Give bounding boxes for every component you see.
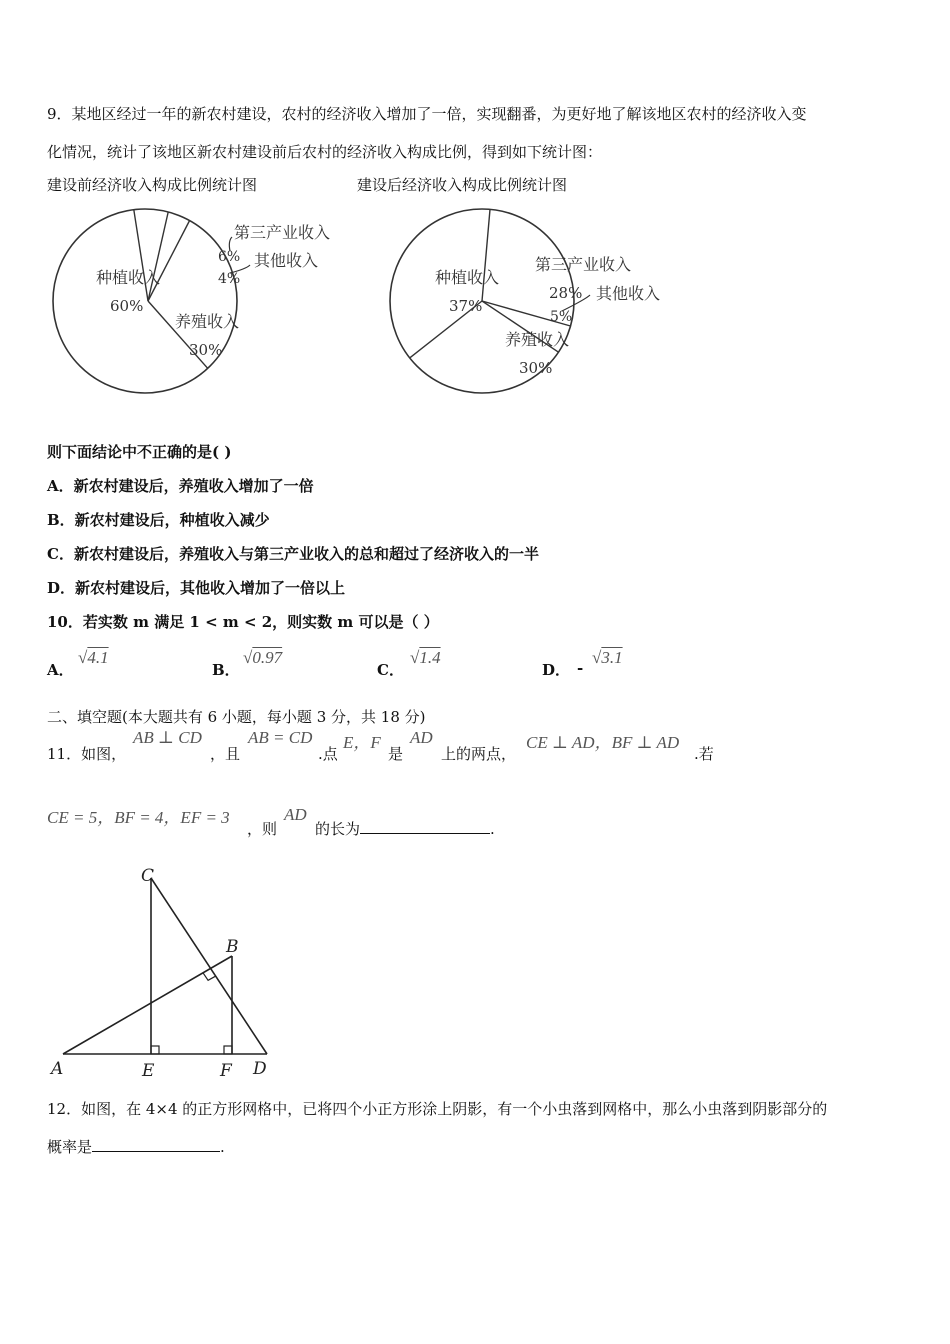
q12-line2: 概率是 . bbox=[47, 1138, 225, 1156]
q9-option-a: A．新农村建设后，养殖收入增加了一倍 bbox=[47, 477, 314, 495]
pie-slice-value: 6% bbox=[218, 249, 241, 265]
pie-slice-value: 60% bbox=[110, 297, 144, 315]
q11-text-1: 11．如图， bbox=[47, 745, 127, 763]
q11-math-ad-2: AD bbox=[284, 805, 307, 824]
pie-slice-value: 30% bbox=[519, 359, 553, 377]
pie-slice-label: 种植收入 bbox=[96, 268, 161, 287]
pie-slice-edge bbox=[148, 221, 190, 302]
q11-math-lengths: CE = 5，BF = 4，EF = 3 bbox=[47, 808, 230, 827]
line-cd bbox=[151, 878, 267, 1054]
section2-heading: 二、填空题(本大题共有 6 小题，每小题 3 分，共 18 分) bbox=[47, 708, 426, 726]
label-d: D bbox=[253, 1059, 267, 1079]
pie-slice-edge bbox=[134, 210, 148, 301]
label-f: F bbox=[220, 1061, 232, 1081]
q11-math-ad: AD bbox=[410, 728, 433, 747]
q9-option-c: C．新农村建设后，养殖收入与第三产业收入的总和超过了经济收入的一半 bbox=[47, 545, 539, 563]
q11-text-5: 上的两点， bbox=[441, 745, 517, 763]
q9-line2: 化情况，统计了该地区新农村建设前后农村的经济收入构成比例，得到如下统计图： bbox=[47, 143, 603, 161]
pie-slice-value: 4% bbox=[218, 271, 241, 287]
pie-slice-label: 养殖收入 bbox=[175, 312, 240, 331]
pie-slice-edge bbox=[482, 209, 490, 301]
q10-b-label: B． bbox=[212, 661, 240, 679]
q11-text-2: ，且 bbox=[210, 745, 241, 763]
chart2-title: 建设后经济收入构成比例统计图 bbox=[357, 176, 568, 194]
pie-slice-label: 其他收入 bbox=[596, 284, 660, 303]
q9-line1: 9．某地区经过一年的新农村建设，农村的经济收入增加了一倍，实现翻番，为更好地了解该地区农村的经济收入变 bbox=[47, 105, 807, 123]
q11-figure bbox=[45, 860, 285, 1085]
q9-option-d: D．新农村建设后，其他收入增加了一倍以上 bbox=[47, 579, 346, 597]
q9-question: 则下面结论中不正确的是( ) bbox=[47, 443, 232, 461]
pie-after bbox=[390, 209, 660, 393]
q10-c-label: C． bbox=[377, 661, 404, 679]
pie-slice-label: 第三产业收入 bbox=[234, 223, 331, 242]
q11-text-6: .若 bbox=[694, 745, 714, 763]
q11-answer-blank[interactable] bbox=[360, 819, 490, 834]
q10-d-sign: - bbox=[577, 659, 584, 677]
line-ab bbox=[63, 956, 232, 1054]
pie-slice-value: 28% bbox=[549, 284, 583, 302]
label-a: A bbox=[51, 1059, 64, 1079]
q10-d-label: D． bbox=[542, 661, 571, 679]
right-angle-f bbox=[224, 1046, 232, 1054]
pie-slice-value: 30% bbox=[189, 341, 223, 359]
q10-b-value: √0.97 bbox=[243, 648, 283, 667]
pie-slice-label: 种植收入 bbox=[435, 268, 500, 287]
q11-text-8: 的长为 . bbox=[315, 820, 495, 838]
pie-slice-edge bbox=[148, 212, 168, 301]
q11-text-3: .点 bbox=[318, 745, 338, 763]
pie-charts bbox=[40, 195, 660, 410]
q11-math-ab-eq-cd: AB = CD bbox=[248, 728, 313, 747]
label-b: B bbox=[226, 937, 239, 957]
q10-stem: 10．若实数 m 满足 1 < m < 2，则实数 m 可以是（ ） bbox=[47, 613, 439, 631]
chart1-title: 建设前经济收入构成比例统计图 bbox=[47, 176, 258, 194]
q9-option-b: B．新农村建设后，种植收入减少 bbox=[47, 511, 270, 529]
pie-outline bbox=[53, 209, 240, 393]
q12-answer-blank[interactable] bbox=[92, 1137, 220, 1152]
q11-math-perps: CE ⊥ AD，BF ⊥ AD bbox=[526, 733, 680, 752]
pie-slice-value: 37% bbox=[449, 297, 483, 315]
q10-d-value: √3.1 bbox=[592, 648, 623, 667]
label-c: C bbox=[141, 866, 155, 886]
pie-slice-label: 其他收入 bbox=[254, 251, 319, 270]
q12-line1: 12．如图，在 4×4 的正方形网格中，已将四个小正方形涂上阴影，有一个小虫落到网格中，那么小虫落到阴影部分的 bbox=[47, 1100, 828, 1118]
q11-text-4: 是 bbox=[388, 745, 404, 763]
q10-c-value: √1.4 bbox=[410, 648, 441, 667]
q11-math-ef: E，F bbox=[343, 733, 381, 752]
q11-math-ab-perp-cd: AB ⊥ CD bbox=[133, 728, 202, 747]
pie-slice-label: 养殖收入 bbox=[505, 330, 570, 349]
q10-a-label: A． bbox=[47, 661, 74, 679]
pie-slice-label: 第三产业收入 bbox=[535, 255, 632, 274]
pie-slice-value: 5% bbox=[550, 309, 573, 325]
right-angle-e bbox=[151, 1046, 159, 1054]
label-e: E bbox=[142, 1061, 155, 1081]
q10-a-value: √4.1 bbox=[78, 648, 109, 667]
q11-text-7: ，则 bbox=[247, 820, 278, 838]
pie-before bbox=[53, 209, 330, 393]
